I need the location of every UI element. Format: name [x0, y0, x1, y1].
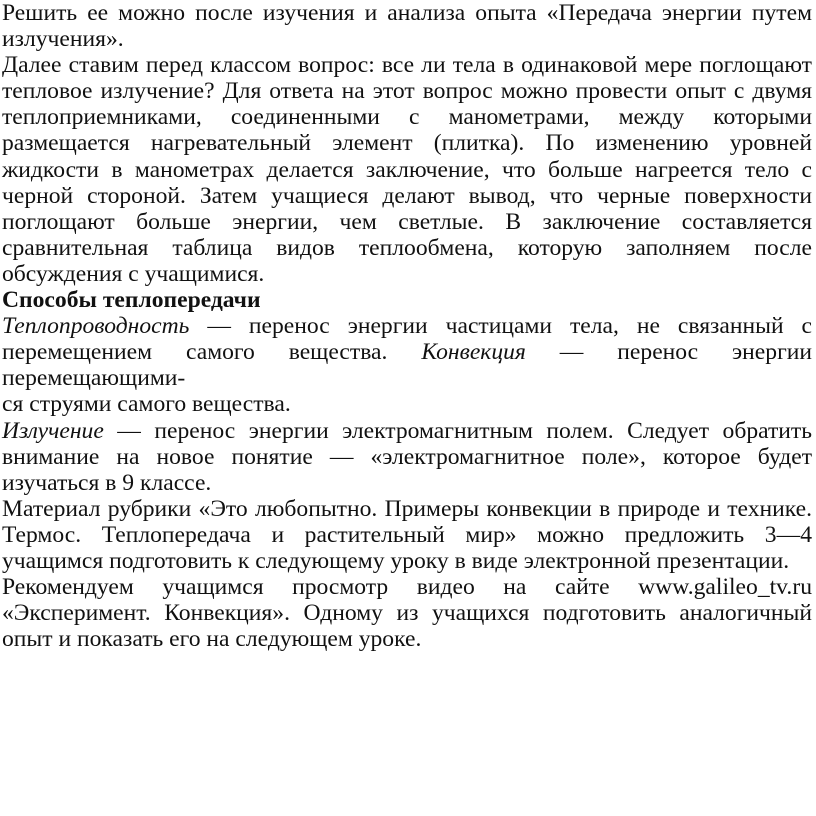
paragraph-experiment: Далее ставим перед классом вопрос: все ли тела в одинаковой мере поглощают тепловое излучение? Для ответа на этот вопрос можно провести опыт с двумя теплоприемниками, соединенными с манометрами, между которыми размещается нагревательный элемент (плитка). По изменению уровней жидкости в манометрах делается заключение, что больше нагреется тело с черной стороной. Затем учащиеся делают вывод, что черные поверхности поглощают больше энергии, чем светлые. В заключение составляется сравнительная таблица видов теплообмена, которую заполняем после обсуждения с учащимися.	[2, 52, 812, 287]
convection-definition-text: — перенос энергии перемещающими-	[2, 339, 813, 392]
term-convection: Конвекция	[421, 339, 526, 366]
definition-radiation	[2, 418, 812, 496]
radiation-definition-text: — перенос энергии электромагнитным полем. Следует обратить внимание на новое понятие — «электромагнитное поле», которое будет изучаться в 9 классе.	[2, 417, 812, 496]
definition-conduction-convection	[2, 313, 812, 391]
term-radiation: Излучение	[2, 417, 104, 444]
paragraph-rubric: Материал рубрики «Это любопытно. Примеры конвекции в природе и технике. Термос. Теплопередача и растительный мир» можно предложить 3—4 учащимся подготовить к следующему уроку в виде электронной презентации.	[2, 495, 812, 574]
paragraph-intro: Решить ее можно после изучения и анализа опыта «Передача энергии путем излучения».	[2, 0, 812, 53]
definition-convection-continued: ся струями самого вещества.	[2, 391, 291, 418]
document-page	[2, 0, 812, 652]
term-conduction: Теплопроводность	[2, 313, 190, 340]
section-heading: Способы теплопередачи	[2, 287, 261, 314]
paragraph-video: Рекомендуем учащимся просмотр видео на сайте www.galileo_tv.ru «Эксперимент. Конвекция». Одному из учащихся подготовить аналогичный опыт и показать его на следующем уроке.	[2, 574, 812, 653]
conduction-definition-text: — перенос энергии частицами тела, не связанный с перемещением самого вещества.	[2, 313, 812, 366]
